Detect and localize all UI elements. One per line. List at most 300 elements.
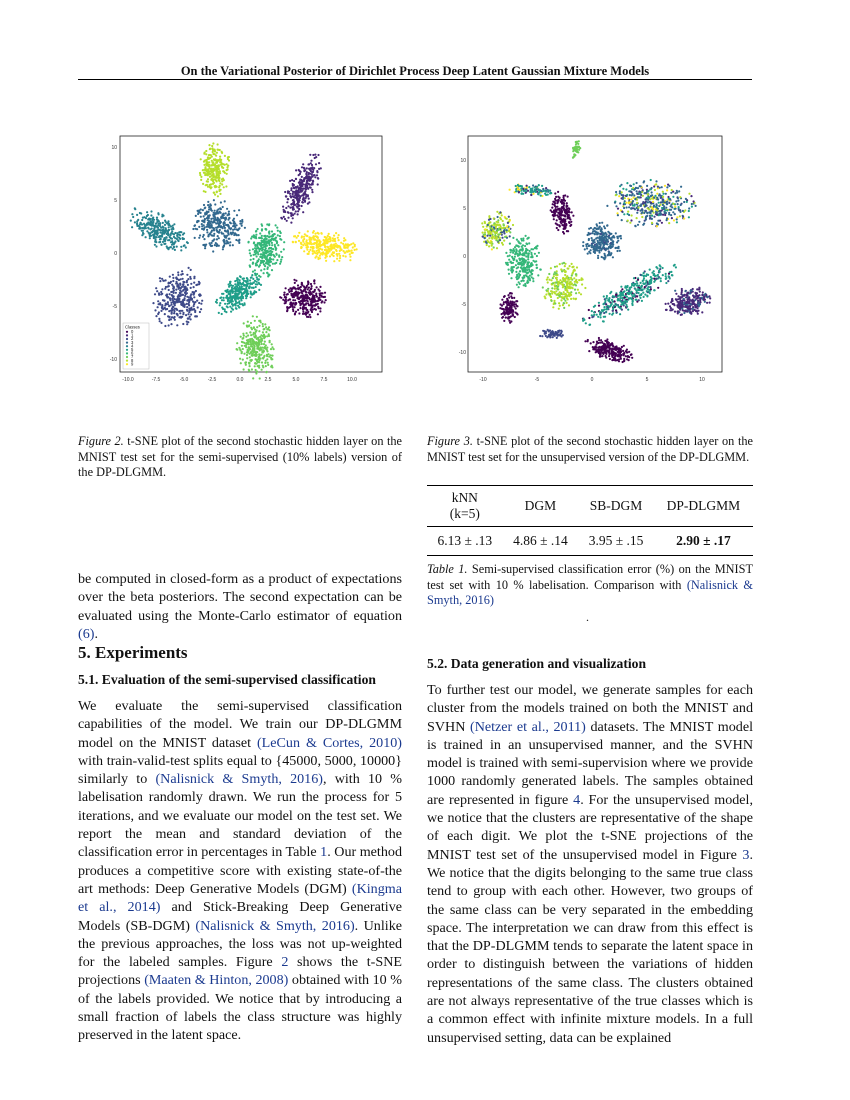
scatter-point <box>208 167 210 169</box>
scatter-point <box>563 200 565 202</box>
scatter-point <box>578 279 580 281</box>
scatter-point <box>180 316 182 318</box>
scatter-point <box>153 229 155 231</box>
scatter-point <box>319 290 321 292</box>
scatter-point <box>315 255 317 257</box>
scatter-point <box>509 243 511 245</box>
scatter-point <box>308 287 310 289</box>
scatter-point <box>210 231 212 233</box>
scatter-point <box>606 205 608 207</box>
scatter-point <box>163 300 165 302</box>
scatter-point <box>161 244 163 246</box>
scatter-point <box>295 290 297 292</box>
scatter-point <box>138 225 140 227</box>
scatter-point <box>216 229 218 231</box>
scatter-point <box>301 201 303 203</box>
scatter-point <box>306 171 308 173</box>
scatter-point <box>299 184 301 186</box>
scatter-point <box>229 281 231 283</box>
scatter-point <box>271 238 273 240</box>
scatter-point <box>666 203 668 205</box>
scatter-point <box>249 266 251 268</box>
scatter-point <box>166 247 168 249</box>
scatter-point <box>604 255 606 257</box>
scatter-point <box>232 292 234 294</box>
scatter-point <box>529 279 531 281</box>
scatter-point <box>577 289 579 291</box>
scatter-point <box>239 220 241 222</box>
scatter-point <box>243 368 245 370</box>
scatter-point <box>253 287 255 289</box>
scatter-point <box>182 278 184 280</box>
scatter-point <box>615 232 617 234</box>
scatter-point <box>202 220 204 222</box>
scatter-point <box>646 198 648 200</box>
scatter-point <box>666 186 668 188</box>
scatter-point <box>305 183 307 185</box>
legend-marker <box>126 356 128 358</box>
scatter-point <box>253 348 255 350</box>
scatter-point <box>213 215 215 217</box>
scatter-point <box>287 205 289 207</box>
scatter-point <box>200 179 202 181</box>
scatter-point <box>276 227 278 229</box>
scatter-point <box>269 340 271 342</box>
scatter-point <box>255 249 257 251</box>
scatter-point <box>532 248 534 250</box>
scatter-point <box>343 247 345 249</box>
scatter-point <box>257 228 259 230</box>
scatter-point <box>221 180 223 182</box>
scatter-point <box>685 198 687 200</box>
scatter-point <box>569 265 571 267</box>
legend-marker <box>126 349 128 351</box>
scatter-point <box>278 254 280 256</box>
scatter-point <box>549 293 551 295</box>
scatter-point <box>201 300 203 302</box>
scatter-point <box>318 162 320 164</box>
scatter-point <box>219 302 221 304</box>
scatter-point <box>625 295 627 297</box>
scatter-point <box>573 298 575 300</box>
scatter-point <box>204 218 206 220</box>
scatter-point <box>662 193 664 195</box>
scatter-point <box>238 242 240 244</box>
scatter-point <box>631 298 633 300</box>
scatter-point <box>537 189 539 191</box>
scatter-point <box>236 228 238 230</box>
scatter-point <box>615 191 617 193</box>
scatter-point <box>185 246 187 248</box>
scatter-point <box>257 252 259 254</box>
scatter-point <box>168 229 170 231</box>
scatter-point <box>682 210 684 212</box>
scatter-point <box>349 256 351 258</box>
scatter-point <box>249 338 251 340</box>
scatter-point <box>200 303 202 305</box>
scatter-point <box>271 346 273 348</box>
scatter-point <box>318 248 320 250</box>
y-tick-label: -10 <box>109 357 117 363</box>
x-tick-label: 0.0 <box>236 377 244 383</box>
scatter-point <box>513 266 515 268</box>
scatter-point <box>658 195 660 197</box>
scatter-point <box>636 190 638 192</box>
scatter-point <box>318 239 320 241</box>
scatter-point <box>246 332 248 334</box>
scatter-point <box>228 211 230 213</box>
scatter-point <box>695 205 697 207</box>
scatter-point <box>162 222 164 224</box>
scatter-point <box>261 235 263 237</box>
scatter-point <box>263 337 265 339</box>
scatter-point <box>666 209 668 211</box>
scatter-point <box>160 322 162 324</box>
scatter-point <box>578 140 580 142</box>
scatter-point <box>246 354 248 356</box>
scatter-point <box>173 312 175 314</box>
scatter-point <box>496 221 498 223</box>
scatter-point <box>217 195 219 197</box>
scatter-point <box>566 205 568 207</box>
scatter-point <box>625 300 627 302</box>
scatter-point <box>173 223 175 225</box>
scatter-point <box>199 311 201 313</box>
scatter-point <box>222 293 224 295</box>
scatter-point <box>247 334 249 336</box>
scatter-point <box>620 237 622 239</box>
scatter-point <box>289 195 291 197</box>
scatter-point <box>267 328 269 330</box>
scatter-point <box>550 296 552 298</box>
scatter-point <box>575 143 577 145</box>
scatter-point <box>657 274 659 276</box>
scatter-point <box>238 209 240 211</box>
scatter-point <box>175 289 177 291</box>
scatter-point <box>259 232 261 234</box>
scatter-point <box>575 292 577 294</box>
scatter-point <box>167 301 169 303</box>
scatter-point <box>529 275 531 277</box>
scatter-point <box>179 292 181 294</box>
scatter-point <box>599 235 601 237</box>
scatter-point <box>561 262 563 264</box>
scatter-point <box>294 197 296 199</box>
scatter-point <box>217 143 219 145</box>
scatter-point <box>655 211 657 213</box>
scatter-point <box>606 236 608 238</box>
scatter-point <box>280 261 282 263</box>
scatter-point <box>242 359 244 361</box>
scatter-point <box>636 182 638 184</box>
scatter-point <box>234 225 236 227</box>
scatter-point <box>316 242 318 244</box>
scatter-point <box>669 209 671 211</box>
scatter-point <box>349 259 351 261</box>
scatter-point <box>561 280 563 282</box>
scatter-point <box>651 197 653 199</box>
scatter-point <box>673 219 675 221</box>
scatter-point <box>238 293 240 295</box>
scatter-point <box>229 296 231 298</box>
scatter-point <box>564 265 566 267</box>
scatter-point <box>517 266 519 268</box>
scatter-point <box>485 241 487 243</box>
scatter-point <box>553 218 555 220</box>
scatter-point <box>219 170 221 172</box>
scatter-point <box>556 270 558 272</box>
scatter-point <box>588 309 590 311</box>
scatter-point <box>235 290 237 292</box>
scatter-point <box>190 283 192 285</box>
scatter-point <box>252 377 254 379</box>
scatter-point <box>652 208 654 210</box>
scatter-point <box>611 243 613 245</box>
scatter-point <box>220 217 222 219</box>
scatter-point <box>568 221 570 223</box>
scatter-point <box>241 293 243 295</box>
scatter-point <box>286 306 288 308</box>
scatter-point <box>621 288 623 290</box>
x-tick-label: -7.5 <box>151 377 161 383</box>
scatter-point <box>566 275 568 277</box>
scatter-point <box>257 260 259 262</box>
scatter-point <box>153 219 155 221</box>
scatter-point <box>524 252 526 254</box>
scatter-point <box>532 193 534 195</box>
scatter-point <box>338 239 340 241</box>
scatter-point <box>349 250 351 252</box>
scatter-point <box>250 327 252 329</box>
scatter-point <box>314 154 316 156</box>
scatter-point <box>254 273 256 275</box>
scatter-point <box>211 235 213 237</box>
scatter-point <box>215 242 217 244</box>
scatter-point <box>183 281 185 283</box>
scatter-point <box>303 236 305 238</box>
scatter-point <box>622 194 624 196</box>
scatter-point <box>255 286 257 288</box>
scatter-point <box>332 237 334 239</box>
scatter-point <box>525 250 527 252</box>
scatter-point <box>564 210 566 212</box>
scatter-point <box>599 222 601 224</box>
scatter-point <box>333 260 335 262</box>
scatter-point <box>253 242 255 244</box>
scatter-point <box>290 290 292 292</box>
scatter-point <box>163 233 165 235</box>
scatter-point <box>261 244 263 246</box>
scatter-point <box>226 305 228 307</box>
scatter-point <box>560 268 562 270</box>
scatter-point <box>555 196 557 198</box>
scatter-point <box>232 285 234 287</box>
scatter-point <box>581 283 583 285</box>
scatter-point <box>618 306 620 308</box>
scatter-point <box>285 195 287 197</box>
scatter-point <box>294 282 296 284</box>
scatter-point <box>250 259 252 261</box>
scatter-point <box>297 295 299 297</box>
scatter-point <box>552 282 554 284</box>
scatter-point <box>319 241 321 243</box>
scatter-point <box>653 206 655 208</box>
scatter-point <box>265 326 267 328</box>
scatter-point <box>216 209 218 211</box>
scatter-point <box>491 248 493 250</box>
scatter-point <box>588 317 590 319</box>
scatter-point <box>653 212 655 214</box>
scatter-point <box>627 211 629 213</box>
scatter-point <box>486 235 488 237</box>
scatter-point <box>316 236 318 238</box>
scatter-point <box>510 251 512 253</box>
scatter-point <box>213 173 215 175</box>
scatter-point <box>263 242 265 244</box>
scatter-point <box>621 297 623 299</box>
scatter-point <box>187 317 189 319</box>
scatter-point <box>200 216 202 218</box>
scatter-point <box>623 213 625 215</box>
scatter-point <box>567 196 569 198</box>
scatter-point <box>332 246 334 248</box>
scatter-point <box>177 233 179 235</box>
scatter-point <box>259 377 261 379</box>
scatter-point <box>214 244 216 246</box>
scatter-point <box>518 254 520 256</box>
x-tick-label: 7.5 <box>320 377 328 383</box>
scatter-point <box>215 185 217 187</box>
scatter-point <box>299 307 301 309</box>
scatter-point <box>187 313 189 315</box>
scatter-point <box>547 281 549 283</box>
scatter-point <box>276 254 278 256</box>
legend-marker <box>126 342 128 344</box>
scatter-point <box>240 336 242 338</box>
scatter-point <box>557 229 559 231</box>
scatter-point <box>679 211 681 213</box>
scatter-point <box>482 226 484 228</box>
scatter-point <box>183 232 185 234</box>
scatter-point <box>481 222 483 224</box>
scatter-point <box>270 354 272 356</box>
scatter-point <box>182 300 184 302</box>
scatter-point <box>489 227 491 229</box>
scatter-point <box>338 234 340 236</box>
scatter-point <box>155 245 157 247</box>
scatter-point <box>228 226 230 228</box>
scatter-point <box>648 190 650 192</box>
scatter-point <box>271 230 273 232</box>
scatter-point <box>521 185 523 187</box>
scatter-point <box>251 359 253 361</box>
scatter-point <box>530 191 532 193</box>
scatter-point <box>655 266 657 268</box>
scatter-point <box>600 237 602 239</box>
scatter-point <box>660 197 662 199</box>
scatter-point <box>263 328 265 330</box>
scatter-point <box>339 255 341 257</box>
scatter-point <box>552 201 554 203</box>
scatter-point <box>169 298 171 300</box>
scatter-point <box>279 235 281 237</box>
scatter-point <box>302 198 304 200</box>
scatter-point <box>285 287 287 289</box>
scatter-point <box>256 283 258 285</box>
scatter-point <box>582 320 584 322</box>
scatter-point <box>173 290 175 292</box>
scatter-point <box>249 356 251 358</box>
scatter-point <box>251 274 253 276</box>
scatter-point <box>518 185 520 187</box>
scatter-point <box>590 249 592 251</box>
scatter-point <box>263 240 265 242</box>
scatter-point <box>297 235 299 237</box>
scatter-point <box>263 263 265 265</box>
scatter-point <box>488 237 490 239</box>
scatter-point <box>560 222 562 224</box>
scatter-point <box>172 228 174 230</box>
scatter-point <box>297 291 299 293</box>
scatter-point <box>512 262 514 264</box>
scatter-point <box>573 156 575 158</box>
scatter-point <box>301 205 303 207</box>
scatter-point <box>200 294 202 296</box>
scatter-point <box>190 307 192 309</box>
scatter-point <box>254 342 256 344</box>
scatter-point <box>519 259 521 261</box>
scatter-point <box>267 266 269 268</box>
scatter-point <box>513 248 515 250</box>
scatter-point <box>258 250 260 252</box>
scatter-point <box>307 230 309 232</box>
scatter-point <box>597 255 599 257</box>
scatter-point <box>284 191 286 193</box>
scatter-point <box>194 301 196 303</box>
scatter-point <box>604 232 606 234</box>
scatter-point <box>195 228 197 230</box>
scatter-point <box>210 183 212 185</box>
scatter-point <box>167 303 169 305</box>
scatter-point <box>674 208 676 210</box>
scatter-point <box>591 232 593 234</box>
scatter-point <box>571 211 573 213</box>
scatter-point <box>271 242 273 244</box>
scatter-point <box>271 343 273 345</box>
scatter-point <box>229 244 231 246</box>
scatter-point <box>232 309 234 311</box>
legend-label: 9 <box>131 361 134 367</box>
scatter-point <box>240 276 242 278</box>
scatter-point <box>255 234 257 236</box>
scatter-point <box>546 279 548 281</box>
scatter-point <box>525 255 527 257</box>
scatter-point <box>261 237 263 239</box>
scatter-point <box>588 239 590 241</box>
scatter-point <box>593 233 595 235</box>
scatter-point <box>301 282 303 284</box>
scatter-point <box>164 325 166 327</box>
scatter-point <box>203 228 205 230</box>
scatter-point <box>233 222 235 224</box>
scatter-point <box>190 287 192 289</box>
scatter-point <box>313 280 315 282</box>
scatter-point <box>160 310 162 312</box>
scatter-point <box>610 252 612 254</box>
scatter-point <box>225 185 227 187</box>
scatter-point <box>310 307 312 309</box>
scatter-point <box>274 263 276 265</box>
